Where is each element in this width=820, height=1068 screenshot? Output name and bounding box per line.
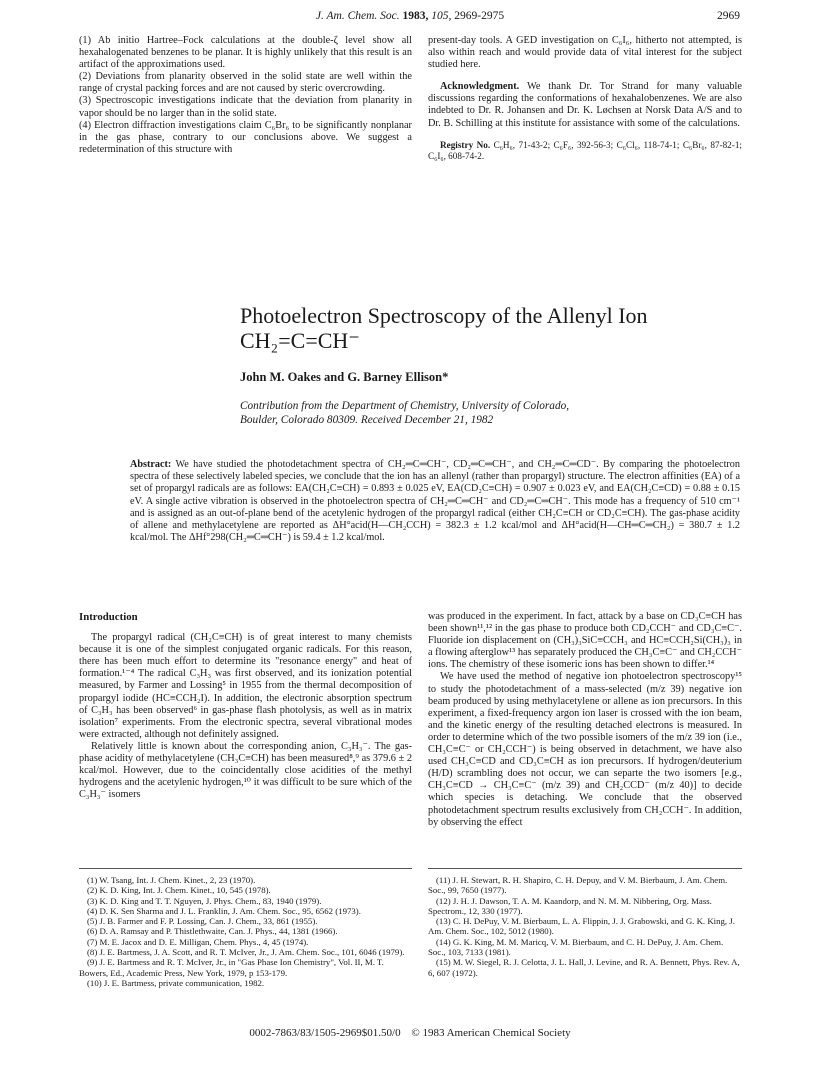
registry-label: Registry No. [440, 139, 491, 150]
affiliation-line-1: Contribution from the Department of Chemistry, University of Colorado, [240, 400, 570, 412]
article-authors: John M. Oakes and G. Barney Ellison* [240, 370, 449, 384]
abstract-label: Abstract: [130, 459, 172, 470]
abstract-text: We have studied the photodetachment spectra of CH₂═C═CH⁻, CD₂═C═CH⁻, and CH₂═C═CD⁻. By comparing the photoelectron spectra of these selectively labeled species, we conclude that the ion has an allenyl (rather than propargyl) structure. The electron affinities (EA) of a set of propargyl radicals are as follows: EA(CH₂C≡CH) = 0.893 ± 0.025 eV, EA(CD₂C≡CH) = 0.907 ± 0.023 eV, and EA(CH₂C≡CD) = 0.88 ± 0.15 eV. A single active vibration is observed in the photoelectron spectra of CH₂═C═CH⁻ and CD₂═C═CH⁻. This mode has a frequency of 510 cm⁻¹ and is assigned as an out-of-plane bend of the acetylenic hydrogen of the propargyl radical (either CH₂C≡CH or CD₂C≡CH). The gas-phase acidity of allene and methylacetylene are reported as ΔH°acid(H—CH₂CCH) = 382.3 ± 1.2 kcal/mol and ΔH°acid(H—CH═C═CH₂) = 380.7 ± 1.2 kcal/mol. The ΔHf°298(CH₂═C═CH⁻) is 59.4 ± 1.2 kcal/mol. [130, 459, 740, 544]
body-paragraph: We have used the method of negative ion photoelectron spectroscopy¹⁵ to study the photodetachment of a mass-selected (m/z 39) negative ion beam produced by using methylacetylene or allene as ion precursors. In this experiment, a fixed-frequency argon ion laser is crossed with the ion beam, and the kinetic energy of the resulting detached electrons is measured. In order to determine which of the two possible isomers of the m/z 39 ion (i.e., CH₃C≡C⁻ or CH₂CCH⁻) is being observed in detachment, we have also used CH₃C≡CD and CD₃C≡CH as ion precursors. If hydrogen/deuterium (H/D) scrambling does not occur, we can separte the two isomers [e.g., CH₃C≡CD → CH₃C≡C⁻ (m/z 39) and CH₂CCD⁻ (m/z 40)] to decide which species is detaching. We conclude that the observed photodetachment spectrum results exclusively from CH₂CCH⁻. In addition, by observing the effect [428, 671, 742, 828]
reference-item: (5) J. B. Farmer and F. P. Lossing, Can. J. Chem., 33, 861 (1955). [87, 916, 318, 927]
article-code: 0002-7863/83/1505-2969$01.50/0 [249, 1027, 401, 1039]
reference-item: (15) M. W. Siegel, R. J. Celotta, J. L. Hall, J. Levine, and R. A. Bennett, Phys. Rev. A, 6, 607 (1972). [428, 957, 740, 978]
acknowledgment-text: We thank Dr. Tor Strand for many valuable discussions regarding the conformations of hexahalobenzenes. We are also indebted to Dr. R. Johansen and Dr. K. Løchsen at Norsk Data A/S and to Dr. B. Schilling at this institute for assistance with some of the calculations. [428, 81, 742, 129]
page-number: 2969 [717, 10, 740, 22]
reference-item: (4) D. K. Sen Sharma and J. L. Franklin, J. Am. Chem. Soc., 95, 6562 (1973). [87, 905, 361, 916]
journal-name: J. Am. Chem. Soc. [315, 10, 400, 22]
affiliation-line-2: Boulder, Colorado 80309. Received December 21, 1982 [240, 413, 494, 426]
registry-text: C₆H₆, 71-43-2; C₆F₆, 392-56-3; C₆Cl₆, 118-74-1; C₆Br₆, 87-82-1; C₆I₆, 608-74-2. [428, 139, 742, 161]
acknowledgment-label: Acknowledgment. [440, 81, 520, 93]
reference-item: (11) J. H. Stewart, R. H. Shapiro, C. H. Depuy, and V. M. Bierbaum, J. Am. Chem. Soc., 99, 7650 (1977). [428, 875, 728, 896]
reference-item: (14) G. K. King, M. M. Maricq, V. M. Bierbaum, and C. H. DePuy, J. Am. Chem. Soc., 103, 7133 (1981). [428, 936, 724, 958]
reference-item: (3) K. D. King and T. T. Nguyen, J. Phys. Chem., 83, 1940 (1979). [87, 895, 322, 906]
reference-item: (12) J. H. J. Dawson, T. A. M. Kaandorp, and N. M. M. Nibbering, Org. Mass. Spectrom., 12, 330 (1977). [428, 895, 712, 916]
abstract [130, 459, 740, 544]
references-left [79, 868, 412, 988]
page-footer [0, 1027, 820, 1039]
body-paragraph: The propargyl radical (CH₂C≡CH) is of great interest to many chemists because it is one of the simplest conjugated organic radicals. For this reason, there has been much effort to determine its "resonance energy" and heat of formation.¹⁻⁴ The radical C₃H₃ was first observed, and its ionization potential measured, by Farmer and Lossing⁵ in 1955 from the thermal decomposition of propargyl iodide (HC≡CCH₂I). In addition, the electronic absorption spectrum of C₃H₃ has been observed⁶ in gas-phase flash photolysis, as well as in matrix isolation⁷ experiments. From the electronic spectra, several vibrational modes were extracted, although not definitely assigned. [79, 632, 412, 740]
article-title [240, 303, 700, 353]
reference-item: (10) J. E. Bartmess, private communication, 1982. [87, 977, 265, 988]
conclusion-continuation: present-day tools. A GED investigation on C₆I₆, hitherto not attempted, is also within reach and would provide data of vital interest for the subject studied here. [428, 35, 742, 71]
reference-item: (6) D. A. Ramsay and P. Thistlethwaite, Can. J. Phys., 44, 1381 (1966). [87, 926, 338, 937]
reference-item: (1) W. Tsang, Int. J. Chem. Kinet., 2, 23 (1970). [87, 875, 256, 885]
section-heading-introduction: Introduction [79, 611, 138, 623]
conclusion-item: (2) Deviations from planarity observed in the solid state are well within the range of crystal packing forces and are not caused by steric overcrowding. [79, 71, 412, 95]
conclusion-item: (1) Ab initio Hartree–Fock calculations at the double-ζ level show all hexahalogenated benzenes to be planar. It is highly unlikely that this result is an artifact of the approximations used. [79, 35, 412, 71]
prev-article-left-column [79, 35, 412, 156]
conclusion-item: (4) Electron diffraction investigations claim C₆Br₆ to be significantly nonplanar in the gas phase, contrary to our conclusions above. We suggest a redetermination of this structure with [79, 119, 412, 155]
body-paragraph: was produced in the experiment. In fact, attack by a base on CD₃C≡CH has been shown¹¹,¹² in the gas phase to produce both CD₂CCH⁻ and CD₃C≡C⁻. Fluoride ion displacement on (CH₃)₃SiC≡CCH₃ and HC≡CCH₂Si(CH₃)₃ in a flowing afterglow¹³ has separately produced the CH₃C≡C⁻ and CH₂CCH⁻ ions. The chemistry of these isomeric ions has been shown to differ.¹⁴ [428, 611, 742, 671]
conclusion-item: (3) Spectroscopic investigations indicate that the deviation from planarity in vapor should be no larger than in the solid state. [79, 95, 412, 119]
article-title-line-2: CH₂=C=CH⁻ [240, 328, 360, 353]
running-head [80, 10, 740, 22]
journal-pages: 2969-2975 [454, 10, 505, 22]
journal-volume: 105, [431, 10, 452, 22]
copyright-notice: © 1983 American Chemical Society [411, 1027, 571, 1039]
article-affiliation [240, 400, 660, 427]
body-paragraph: Relatively little is known about the corresponding anion, C₃H₃⁻. The gas-phase acidity of methylacetylene (CH₃C≡CH) has been measured⁸,⁹ as 379.6 ± 2 kcal/mol. However, due to the coincidentally close acidities of the methyl hydrogens and the acetylenic hydrogen,¹⁰ it was difficult to be sure which of the C₃H₃⁻ isomers [79, 740, 412, 801]
journal-year: 1983, [402, 10, 429, 22]
intro-left-column [79, 611, 412, 801]
intro-right-column [428, 611, 742, 829]
acknowledgment [428, 81, 742, 129]
prev-article-right-column [428, 35, 742, 162]
references-right [428, 868, 742, 978]
reference-item: (13) C. H. DePuy, V. M. Bierbaum, L. A. Flippin, J. J. Grabowski, and G. K. King, J. Am. Chem. Soc., 102, 5012 (1980). [428, 916, 735, 937]
article-title-line-1: Photoelectron Spectroscopy of the Allenyl Ion [240, 303, 648, 328]
registry-numbers [428, 140, 742, 162]
reference-item: (2) K. D. King, Int. J. Chem. Kinet., 10, 545 (1978). [87, 885, 271, 896]
reference-item: (8) J. E. Bartmess, J. A. Scott, and R. T. McIver, Jr., J. Am. Chem. Soc., 101, 6046 (1979). [87, 947, 405, 958]
reference-item: (9) J. E. Bartmess and R. T. McIver, Jr., in "Gas Phase Ion Chemistry", Vol. II, M. T. Bowers, Ed., Academic Press, New York, 1979, p 153-179. [79, 957, 384, 978]
reference-item: (7) M. E. Jacox and D. E. Milligan, Chem. Phys., 4, 45 (1974). [87, 936, 309, 947]
